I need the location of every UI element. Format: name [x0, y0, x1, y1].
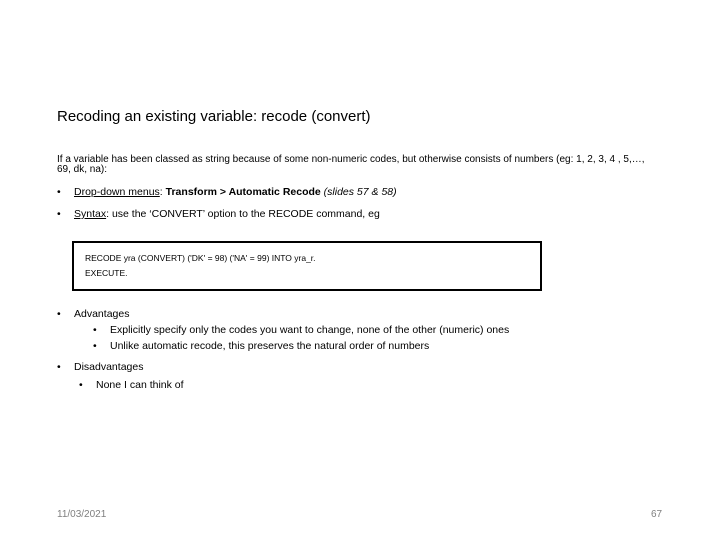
bullet-disadvantages — [57, 361, 143, 373]
advantage-item-text: Unlike automatic recode, this preserves the natural order of numbers — [110, 340, 430, 352]
bullet-glyph: • — [57, 208, 61, 220]
syntax-label: Syntax — [74, 208, 107, 220]
bullet-glyph: • — [57, 361, 61, 373]
advantage-item — [93, 324, 509, 336]
slide-title: Recoding an existing variable: recode (convert) — [57, 108, 371, 125]
intro-text: If a variable has been classed as string because of some non-numeric codes, but otherwise consists of numbers (eg: 1, 2, 3, 4 , 5,…, 69, dk, na): — [57, 154, 645, 175]
disadvantage-item — [79, 379, 184, 391]
menu-path: Transform > Automatic Recode — [165, 186, 321, 198]
code-line-2: EXECUTE. — [85, 268, 128, 278]
slides-note: (slides 57 & 58) — [323, 186, 397, 198]
advantage-item-text: Explicitly specify only the codes you want to change, none of the other (numeric) ones — [110, 324, 510, 336]
bullet-advantages — [57, 308, 129, 320]
syntax-text: : use the ‘CONVERT’ option to the RECODE command, eg — [106, 208, 380, 220]
page-number: 67 — [651, 509, 663, 520]
dropdown-sep: : — [159, 186, 166, 198]
code-line-1: RECODE yra (CONVERT) ('DK' = 98) ('NA' = 99) INTO yra_r. — [85, 253, 316, 263]
bullet-glyph: • — [57, 186, 61, 198]
code-box — [72, 241, 542, 291]
advantage-item — [93, 340, 429, 352]
bullet-dropdown — [57, 186, 397, 198]
bullet-glyph: • — [93, 324, 97, 336]
disadvantage-item-text: None I can think of — [96, 379, 184, 391]
disadvantages-heading: Disadvantages — [74, 361, 144, 373]
footer-date: 11/03/2021 — [57, 509, 107, 520]
advantages-heading: Advantages — [74, 308, 130, 320]
bullet-glyph: • — [57, 308, 61, 320]
bullet-syntax — [57, 208, 380, 220]
bullet-glyph: • — [79, 379, 83, 391]
dropdown-label: Drop-down menus — [74, 186, 160, 198]
bullet-glyph: • — [93, 340, 97, 352]
